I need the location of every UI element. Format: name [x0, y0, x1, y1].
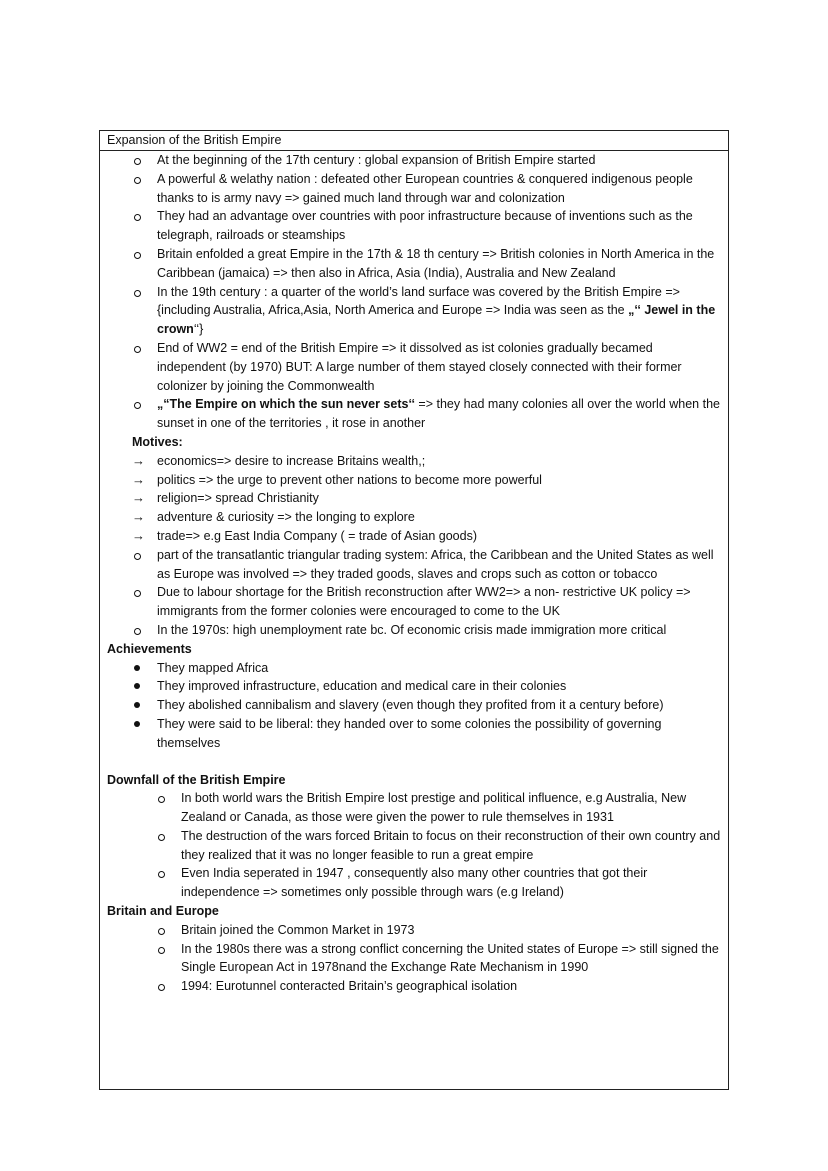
list-item	[100, 395, 728, 433]
table-title: Expansion of the British Empire	[100, 131, 728, 151]
list-item: At the beginning of the 17th century : global expansion of British Empire started	[100, 151, 728, 170]
hollow-circle-bullet-icon	[158, 928, 165, 935]
right-arrow-bullet-icon: →	[132, 527, 145, 543]
right-arrow-bullet-icon: →	[132, 452, 145, 468]
filled-disc-bullet-icon	[134, 665, 140, 671]
hollow-circle-bullet-icon	[158, 834, 165, 841]
item-text-end: ‘‘}	[193, 322, 204, 337]
list-item: A powerful & welathy nation : defeated other European countries & conquered indigenous people thanks to is army navy => gained much land through war and colonization	[100, 170, 728, 208]
list-item: They abolished cannibalism and slavery (even though they profited from it a century before)	[100, 696, 728, 715]
filled-disc-bullet-icon	[134, 683, 140, 689]
hollow-circle-bullet-icon	[158, 984, 165, 991]
hollow-circle-bullet-icon	[158, 871, 165, 878]
list-item: In the 1970s: high unemployment rate bc. Of economic crisis made immigration more critical	[100, 621, 728, 640]
list-item: → adventure & curiosity => the longing to explore	[100, 508, 728, 527]
empire-sun-quote: „“The Empire on which the sun never sets‘‘	[157, 397, 415, 412]
britain-europe-heading: Britain and Europe	[107, 904, 219, 919]
list-item	[100, 283, 728, 339]
hollow-circle-bullet-icon	[134, 158, 141, 165]
hollow-circle-bullet-icon	[134, 290, 141, 297]
list-item: → politics => the urge to prevent other nations to become more powerful	[100, 471, 728, 490]
list-item: → religion=> spread Christianity	[100, 489, 728, 508]
list-item: In the 1980s there was a strong conflict concerning the United states of Europe => still signed the Single European Act in 1978nand the Exchange Rate Mechanism in 1990	[100, 940, 728, 978]
downfall-heading: Downfall of the British Empire	[107, 772, 286, 787]
list-item: Britain joined the Common Market in 1973	[100, 921, 728, 940]
hollow-circle-bullet-icon	[134, 177, 141, 184]
jewel-in-crown-text: „‘‘ Jewel in the crown	[157, 303, 716, 337]
list-item: They mapped Africa	[100, 659, 728, 678]
hollow-circle-bullet-icon	[158, 947, 165, 954]
motives-heading: Motives:	[132, 434, 183, 449]
right-arrow-bullet-icon: →	[132, 490, 145, 506]
hollow-circle-bullet-icon	[134, 628, 141, 635]
notes-table	[99, 130, 729, 1090]
list-item: They improved infrastructure, education and medical care in their colonies	[100, 677, 728, 696]
list-item: Britain enfolded a great Empire in the 17th & 18 th century => British colonies in North America in the Caribbean (jamaica) => then also in Africa, Asia (India), Australia and New Zealand	[100, 245, 728, 283]
right-arrow-bullet-icon: →	[132, 471, 145, 487]
list-item: The destruction of the wars forced Britain to focus on their reconstruction of their own country and they realized that it was no longer feasible to run a great empire	[100, 827, 728, 865]
filled-disc-bullet-icon	[134, 721, 140, 727]
hollow-circle-bullet-icon	[134, 214, 141, 221]
list-item: In both world wars the British Empire lost prestige and political influence, e.g Australia, New Zealand or Canada, as those were given the power to rule themselves in 1931	[100, 789, 728, 827]
list-item: 1994: Eurotunnel conteracted Britain’s geographical isolation	[100, 977, 728, 996]
list-item: They were said to be liberal: they handed over to some colonies the possibility of governing themselves	[100, 715, 728, 753]
spacer	[100, 753, 728, 771]
list-item: Due to labour shortage for the British reconstruction after WW2=> a non- restrictive UK policy => immigrants from the former colonies were encouraged to come to the UK	[100, 583, 728, 621]
item-text: => they had many colonies all over the world when the sunset in one of the territories , it rose in another	[157, 397, 720, 431]
list-item: → trade=> e.g East India Company ( = trade of Asian goods)	[100, 527, 728, 546]
right-arrow-bullet-icon: →	[132, 509, 145, 525]
list-item: Even India seperated in 1947 , consequently also many other countries that got their independence => sometimes only possible through wars (e.g Ireland)	[100, 864, 728, 902]
hollow-circle-bullet-icon	[134, 252, 141, 259]
list-item: part of the transatlantic triangular trading system: Africa, the Caribbean and the United States as well as Europe was involved => they traded goods, slaves and crops such as cotton or tobacco	[100, 546, 728, 584]
filled-disc-bullet-icon	[134, 702, 140, 708]
hollow-circle-bullet-icon	[158, 796, 165, 803]
achievements-heading: Achievements	[107, 641, 192, 656]
hollow-circle-bullet-icon	[134, 402, 141, 409]
hollow-circle-bullet-icon	[134, 346, 141, 353]
hollow-circle-bullet-icon	[134, 553, 141, 560]
list-item: They had an advantage over countries with poor infrastructure because of inventions such as the telegraph, railroads or steamships	[100, 207, 728, 245]
list-item: → economics=> desire to increase Britains wealth,;	[100, 452, 728, 471]
hollow-circle-bullet-icon	[134, 590, 141, 597]
list-item: End of WW2 = end of the British Empire => it dissolved as ist colonies gradually becamed independent (by 1970) BUT: A large number of them stayed closely connected with their former colonizer by joining the Commonwealth	[100, 339, 728, 395]
item-text: In the 19th century : a quarter of the world’s land surface was covered by the British Empire => {including Australia, Africa,Asia, North America and Europe => India was seen as the	[157, 284, 680, 318]
expansion-list	[100, 151, 728, 996]
